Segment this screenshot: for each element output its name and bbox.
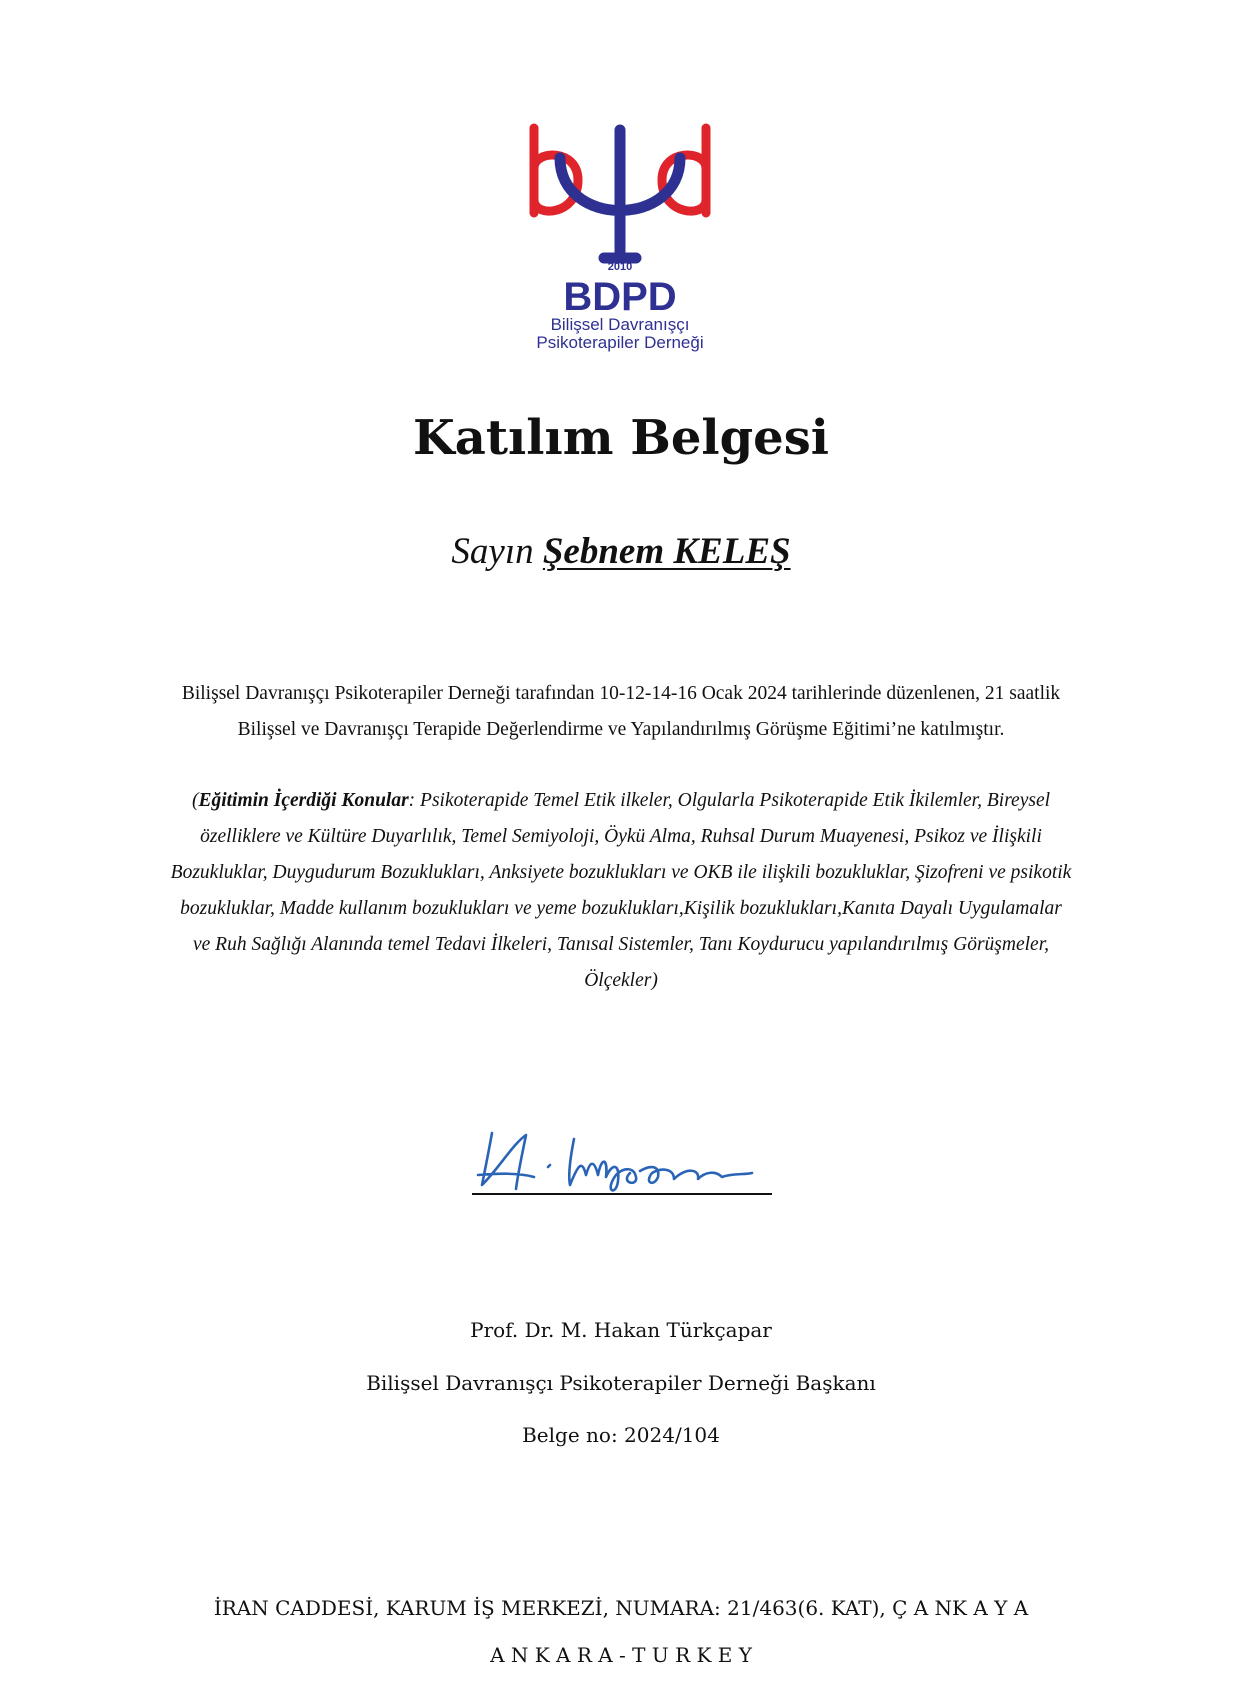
signer-role: Bilişsel Davranışçı Psikoterapiler Derneği Başkanı (366, 1371, 876, 1395)
address-line-1: İRAN CADDESİ, KARUM İŞ MERKEZİ, NUMARA: 21/463(6. KAT), Ç A NK A Y A (213, 1596, 1029, 1620)
document-number: Belge no: 2024/104 (522, 1423, 720, 1447)
logo-year: 2010 (607, 261, 633, 273)
topics-lead: Eğitimin İçerdiği Konular (198, 790, 409, 811)
certificate-title: Katılım Belgesi (413, 410, 829, 466)
address-line-2: A N K A R A - T U R K E Y (490, 1643, 752, 1667)
logo-name-line1: Bilişsel Davranışçı (550, 315, 690, 334)
training-topics (170, 783, 1072, 999)
topics-list: : Psikoterapide Temel Etik ilkeler, Olgularla Psikoterapide Etik İkilemler, Bireysel özelliklere ve Kültüre Duyarlılık, Temel Semiyoloji, Öykü Alma, Ruhsal Durum Muayenesi, Psikoz ve İlişkili Bozukluklar, Duygudurum Bozuklukları, Anksiyete bozuklukları ve OKB ile ilişkili bozukluklar, Şizofreni ve psikotik bozukluklar, Madde kullanım bozuklukları ve yeme bozuklukları,Kişilik bozuklukları,Kanıta Dayalı Uygulamalar ve Ruh Sağlığı Alanında temel Tedavi İlkeleri, Tanısal Sistemler, Tanı Koydurucu yapılandırılmış Görüşmeler, Ölçekler) (170, 790, 1072, 991)
logo-name-line2: Psikoterapiler Derneği (536, 333, 704, 352)
handwritten-signature (470, 1115, 774, 1195)
signer-name: Prof. Dr. M. Hakan Türkçapar (470, 1318, 772, 1342)
topics-open-paren: ( (191, 790, 199, 811)
bdpd-logo-icon (520, 118, 720, 383)
signature-line (472, 1193, 772, 1195)
recipient-salutation (0, 530, 1242, 573)
logo-acronym: BDPD (563, 275, 677, 319)
recipient-name: Şebnem KELEŞ (542, 531, 791, 572)
salutation-prefix: Sayın (451, 531, 543, 572)
signature-icon (470, 1115, 774, 1195)
attendance-statement: Bilişsel Davranışçı Psikoterapiler Derneği tarafından 10-12-14-16 Ocak 2024 tarihlerinde düzenlenen, 21 saatlik Bilişsel ve Davranışçı Terapide Değerlendirme ve Yapılandırılmış Görüşme Eğitimi’ne katılmıştır. (181, 683, 1061, 740)
association-logo (520, 118, 720, 383)
